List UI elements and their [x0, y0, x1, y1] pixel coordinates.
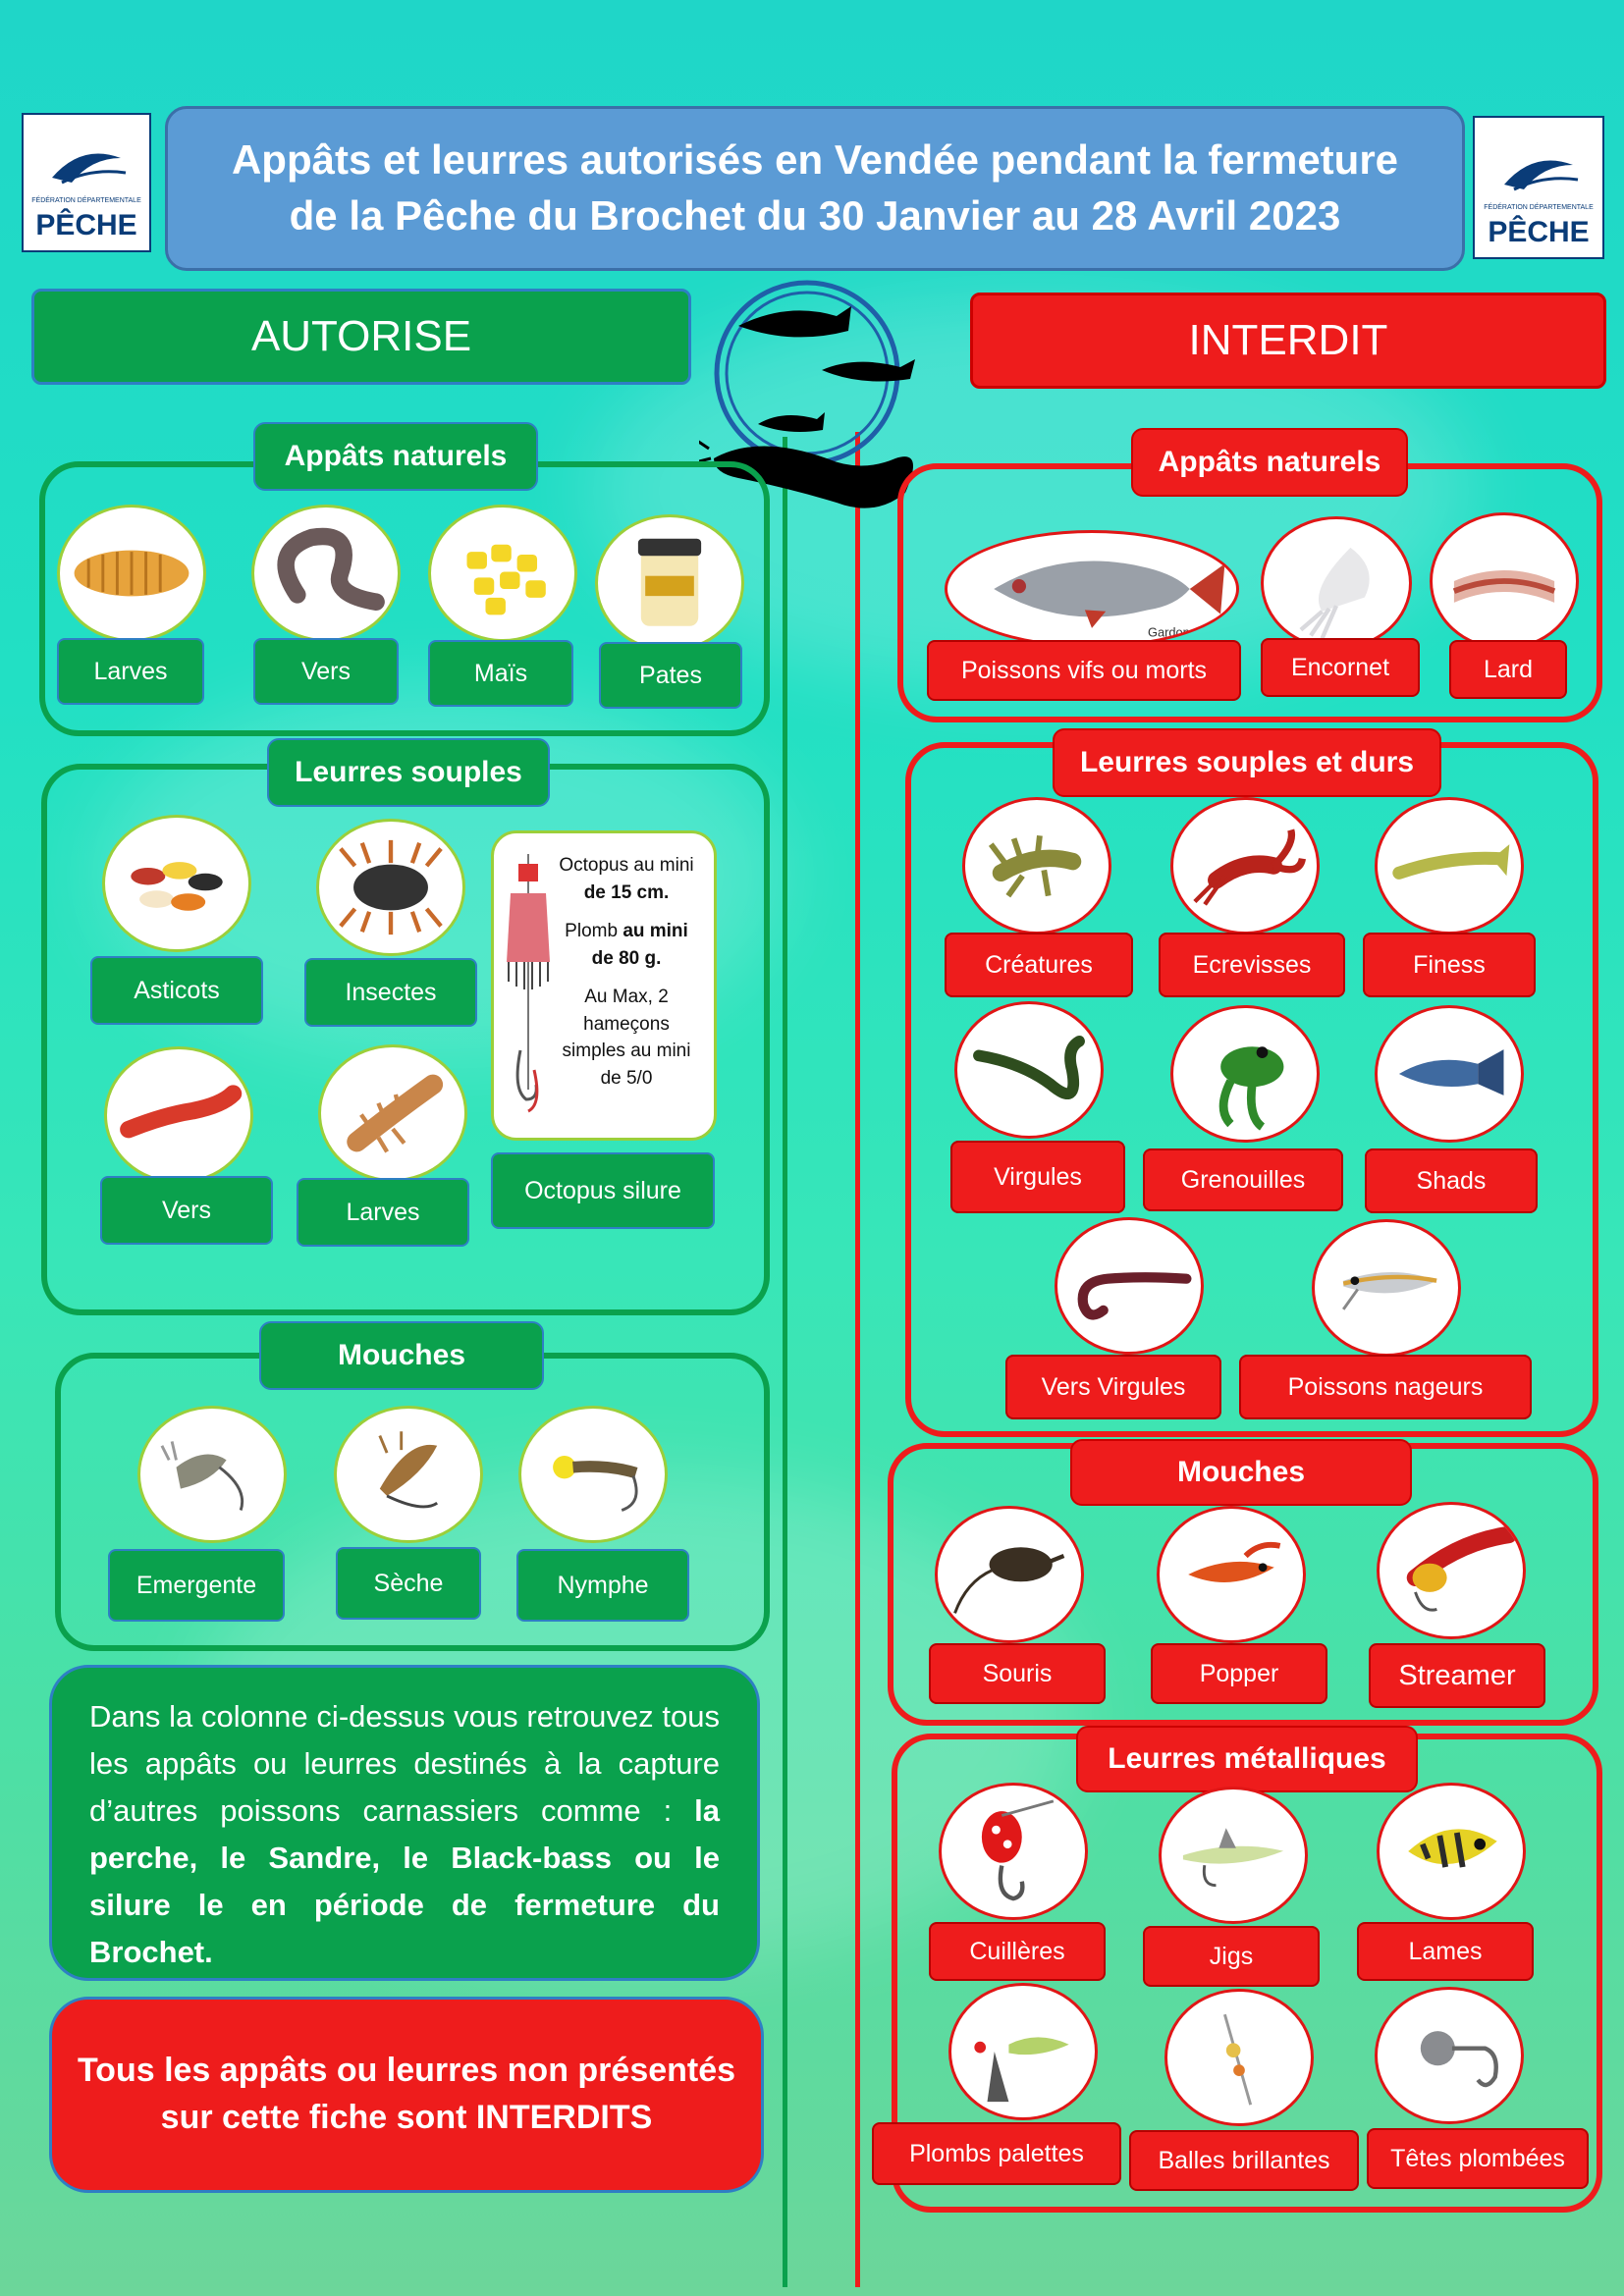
- label-soft-vers: Vers: [100, 1176, 273, 1245]
- jig-lure-icon: [1159, 1787, 1308, 1924]
- corn-icon: [428, 505, 577, 642]
- roach-fish-icon: [945, 530, 1239, 648]
- label-emergente: Emergente: [108, 1549, 285, 1622]
- title-line-1: Appâts et leurres autorisés en Vendée pendant la fermeture: [231, 136, 1399, 184]
- crayfish-lure-icon: [1170, 797, 1320, 934]
- label-balles-brillantes: Balles brillantes: [1129, 2130, 1359, 2191]
- warning-line-1: Tous les appâts ou leurres non présentés: [77, 2052, 736, 2090]
- swimbait-icon: [1312, 1219, 1461, 1357]
- octo-line-8: simples au mini: [562, 1041, 691, 1062]
- logo-peche: PÊCHE: [1488, 216, 1590, 248]
- maggots-icon: [102, 815, 251, 952]
- label-jigs: Jigs: [1143, 1926, 1320, 1987]
- mouse-fly-icon: [935, 1506, 1084, 1643]
- forbidden-lures-title: Leurres souples et durs: [1053, 728, 1441, 797]
- octo-line-2: de 15 cm.: [583, 881, 670, 903]
- octo-line-9: de 5/0: [600, 1067, 653, 1089]
- allowed-flies-title: Mouches: [259, 1321, 544, 1390]
- label-asticots: Asticots: [90, 956, 263, 1025]
- label-popper: Popper: [1151, 1643, 1327, 1704]
- forbidden-natural-title: Appâts naturels: [1131, 428, 1408, 497]
- lard-icon: [1430, 512, 1579, 650]
- octo-line-1: Octopus au mini: [559, 855, 694, 876]
- seche-fly-icon: [334, 1406, 483, 1543]
- fish-caption: Gardon: [1148, 624, 1190, 640]
- forbidden-metal-title: Leurres métalliques: [1076, 1726, 1418, 1792]
- label-lard: Lard: [1449, 640, 1567, 699]
- streamer-fly-icon: [1377, 1502, 1526, 1639]
- label-poissons: Poissons vifs ou morts: [927, 640, 1241, 701]
- larva-icon: [57, 505, 206, 642]
- federation-logo-left: [22, 113, 151, 252]
- shiny-ball-icon: [1164, 1989, 1314, 2126]
- spoon-lure-icon: [939, 1783, 1088, 1920]
- label-streamer: Streamer: [1369, 1643, 1545, 1708]
- label-shads: Shads: [1365, 1148, 1538, 1213]
- label-insectes: Insectes: [304, 958, 477, 1027]
- jighead-icon: [1375, 1987, 1524, 2124]
- label-plombs-palettes: Plombs palettes: [872, 2122, 1121, 2185]
- label-pates: Pates: [599, 642, 742, 709]
- logo-federation: FÉDÉRATION DÉPARTEMENTALE: [31, 197, 141, 205]
- octo-line-7: hameçons: [583, 1013, 670, 1035]
- octo-line-3: Plomb: [565, 921, 619, 942]
- fish-logo-icon: [42, 138, 131, 197]
- fish-logo-icon: [1494, 145, 1583, 204]
- worm-icon: [251, 505, 401, 642]
- warning-line-2: sur cette fiche sont INTERDITS: [160, 2099, 653, 2136]
- federation-logo-right: [1473, 116, 1604, 259]
- shad-lure-icon: [1375, 1005, 1524, 1143]
- label-soft-larves: Larves: [297, 1178, 469, 1247]
- title-line-2: de la Pêche du Brochet du 30 Janvier au 28 Avril 2023: [289, 192, 1341, 239]
- label-larves: Larves: [57, 638, 204, 705]
- octo-line-6: Au Max, 2: [584, 987, 669, 1008]
- label-finess: Finess: [1363, 933, 1536, 997]
- finess-lure-icon: [1375, 797, 1524, 934]
- blade-lure-icon: [1377, 1783, 1526, 1920]
- soft-worm-icon: [104, 1046, 253, 1184]
- label-nymphe: Nymphe: [516, 1549, 689, 1622]
- virgule-lure-icon: [954, 1001, 1104, 1139]
- squid-icon: [1261, 516, 1412, 650]
- label-octopus-silure: Octopus silure: [491, 1152, 715, 1229]
- octopus-note: [546, 852, 707, 1092]
- label-poissons-nageurs: Poissons nageurs: [1239, 1355, 1532, 1419]
- paste-jar-icon: [595, 514, 744, 652]
- info-bold: la perche, le Sandre, le Black-bass ou le silure le en période de fermeture du Brochet.: [89, 1793, 720, 1970]
- label-encornet: Encornet: [1261, 638, 1420, 697]
- label-souris: Souris: [929, 1643, 1106, 1704]
- logo-peche: PÊCHE: [35, 209, 137, 241]
- allowed-natural-title: Appâts naturels: [253, 422, 538, 491]
- forbidden-flies-title: Mouches: [1070, 1439, 1412, 1506]
- nymphe-fly-icon: [518, 1406, 668, 1543]
- label-mais: Maïs: [428, 640, 573, 707]
- label-vers-virgules: Vers Virgules: [1005, 1355, 1221, 1419]
- info-box: [49, 1665, 760, 1981]
- insect-lure-icon: [316, 819, 465, 956]
- forbidden-header: INTERDIT: [970, 293, 1606, 389]
- label-vers: Vers: [253, 638, 399, 705]
- frog-lure-icon: [1170, 1005, 1320, 1143]
- palette-lead-icon: [948, 1983, 1098, 2120]
- soft-larva-icon: [318, 1044, 467, 1182]
- warning-box: [49, 1997, 764, 2193]
- octo-line-4: au mini: [623, 921, 688, 942]
- logo-federation: FÉDÉRATION DÉPARTEMENTALE: [1484, 204, 1594, 212]
- label-ecrevisses: Ecrevisses: [1159, 933, 1345, 997]
- octo-line-5: de 80 g.: [591, 947, 662, 969]
- label-creatures: Créatures: [945, 933, 1133, 997]
- label-seche: Sèche: [336, 1547, 481, 1620]
- green-divider: [783, 437, 787, 2287]
- allowed-header: AUTORISE: [31, 289, 691, 385]
- label-lames: Lames: [1357, 1922, 1534, 1981]
- worm-virgule-icon: [1055, 1217, 1204, 1355]
- popper-fly-icon: [1157, 1506, 1306, 1643]
- info-intro: Dans la colonne ci-dessus vous retrouvez tous les appâts ou leurres destinés à la capture d’autres poissons carnassiers comme :: [89, 1699, 720, 1829]
- allowed-soft-title: Leurres souples: [267, 738, 550, 807]
- creature-lure-icon: [962, 797, 1111, 934]
- label-tetes-plombees: Têtes plombées: [1367, 2128, 1589, 2189]
- label-virgules: Virgules: [950, 1141, 1125, 1213]
- page-title: [165, 106, 1465, 271]
- label-grenouilles: Grenouilles: [1143, 1148, 1343, 1211]
- red-divider: [855, 432, 860, 2287]
- emergente-fly-icon: [137, 1406, 287, 1543]
- label-cuilleres: Cuillères: [929, 1922, 1106, 1981]
